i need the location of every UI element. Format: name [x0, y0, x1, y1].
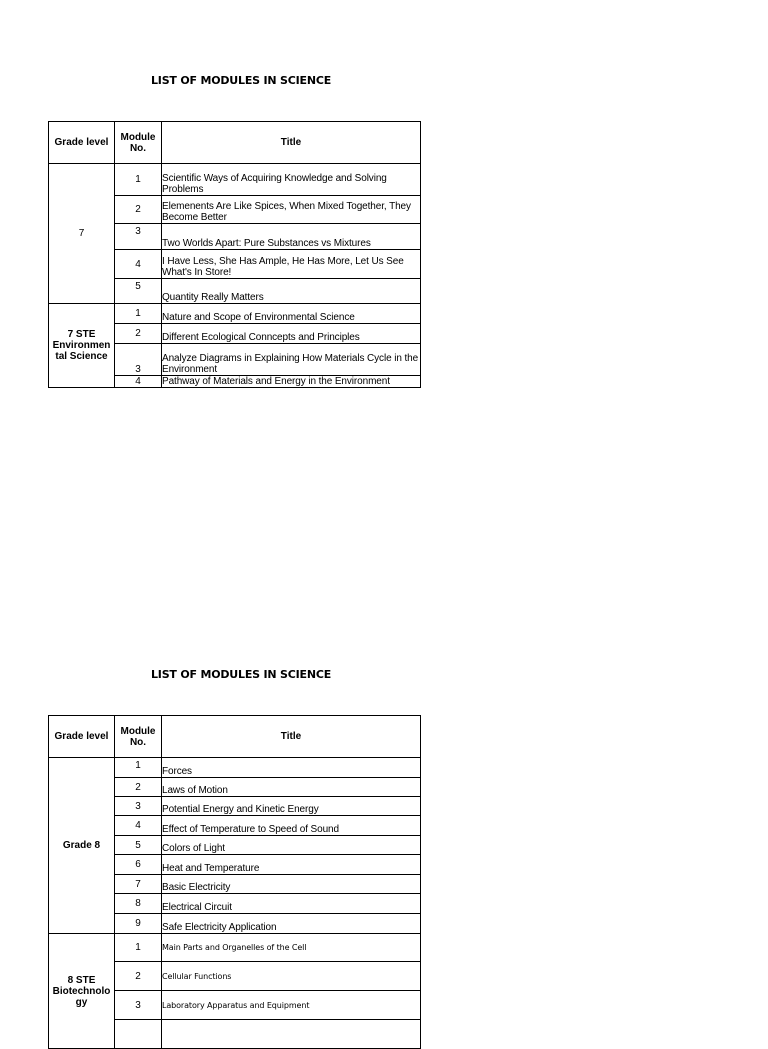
header-grade-level: Grade level: [49, 122, 115, 164]
header-title: Title: [162, 122, 421, 164]
module-title: Main Parts and Organelles of the Cell: [162, 934, 421, 962]
module-no: 6: [115, 855, 162, 875]
table-header-row: [49, 716, 421, 758]
module-title: Basic Electricity: [162, 875, 421, 894]
module-no: 3: [115, 344, 162, 376]
table-row: [49, 758, 421, 778]
module-no: 3: [115, 224, 162, 250]
module-title: Laws of Motion: [162, 778, 421, 797]
grade-cell-7-ste: 7 STE Environmen tal Science: [49, 304, 115, 388]
module-no: 7: [115, 875, 162, 894]
module-title: Colors of Light: [162, 836, 421, 855]
module-title: Elemenents Are Like Spices, When Mixed Together, They Become Better: [162, 196, 421, 224]
module-title: Cellular Functions: [162, 962, 421, 991]
module-no: 1: [115, 164, 162, 196]
table-row: [49, 304, 421, 324]
table-header-row: [49, 122, 421, 164]
module-title: Nature and Scope of Environmental Science: [162, 304, 421, 324]
module-title: Forces: [162, 758, 421, 778]
module-no: 5: [115, 279, 162, 304]
module-no: 9: [115, 914, 162, 934]
table-row: [49, 164, 421, 196]
module-no: 2: [115, 324, 162, 344]
grade-cell-8-ste: 8 STE Biotechnolo gy: [49, 934, 115, 1049]
module-title: Two Worlds Apart: Pure Substances vs Mixtures: [162, 224, 421, 250]
header-module-no: Module No.: [115, 716, 162, 758]
module-no: 4: [115, 250, 162, 279]
module-no: 4: [115, 376, 162, 388]
module-title: Safe Electricity Application: [162, 914, 421, 934]
modules-table-grade8: [48, 715, 421, 1049]
table-row: [49, 934, 421, 962]
module-title: Quantity Really Matters: [162, 279, 421, 304]
module-title: Laboratory Apparatus and Equipment: [162, 991, 421, 1020]
module-no: 2: [115, 778, 162, 797]
module-title: Different Ecological Conncepts and Principles: [162, 324, 421, 344]
module-no: 3: [115, 797, 162, 816]
grade-cell-7: 7: [49, 164, 115, 304]
module-title: Pathway of Materials and Energy in the Environment: [162, 376, 421, 388]
module-title: Scientific Ways of Acquiring Knowledge and Solving Problems: [162, 164, 421, 196]
module-no: 1: [115, 304, 162, 324]
module-title: I Have Less, She Has Ample, He Has More, Let Us See What's In Store!: [162, 250, 421, 279]
section2-title: LIST OF MODULES IN SCIENCE: [151, 668, 332, 681]
module-title: Heat and Temperature: [162, 855, 421, 875]
header-module-no: Module No.: [115, 122, 162, 164]
header-grade-level: Grade level: [49, 716, 115, 758]
module-no: 4: [115, 816, 162, 836]
header-title: Title: [162, 716, 421, 758]
module-no: 5: [115, 836, 162, 855]
module-no: 2: [115, 196, 162, 224]
section1-title: LIST OF MODULES IN SCIENCE: [151, 74, 332, 87]
module-title: Electrical Circuit: [162, 894, 421, 914]
module-title: Effect of Temperature to Speed of Sound: [162, 816, 421, 836]
module-title: Potential Energy and Kinetic Energy: [162, 797, 421, 816]
module-no: 8: [115, 894, 162, 914]
module-no: 3: [115, 991, 162, 1020]
module-no: 2: [115, 962, 162, 991]
modules-table-grade7: [48, 121, 421, 388]
grade-cell-8: Grade 8: [49, 758, 115, 934]
module-no: 1: [115, 758, 162, 778]
module-title: Analyze Diagrams in Explaining How Materials Cycle in the Environment: [162, 344, 421, 376]
module-no: 1: [115, 934, 162, 962]
